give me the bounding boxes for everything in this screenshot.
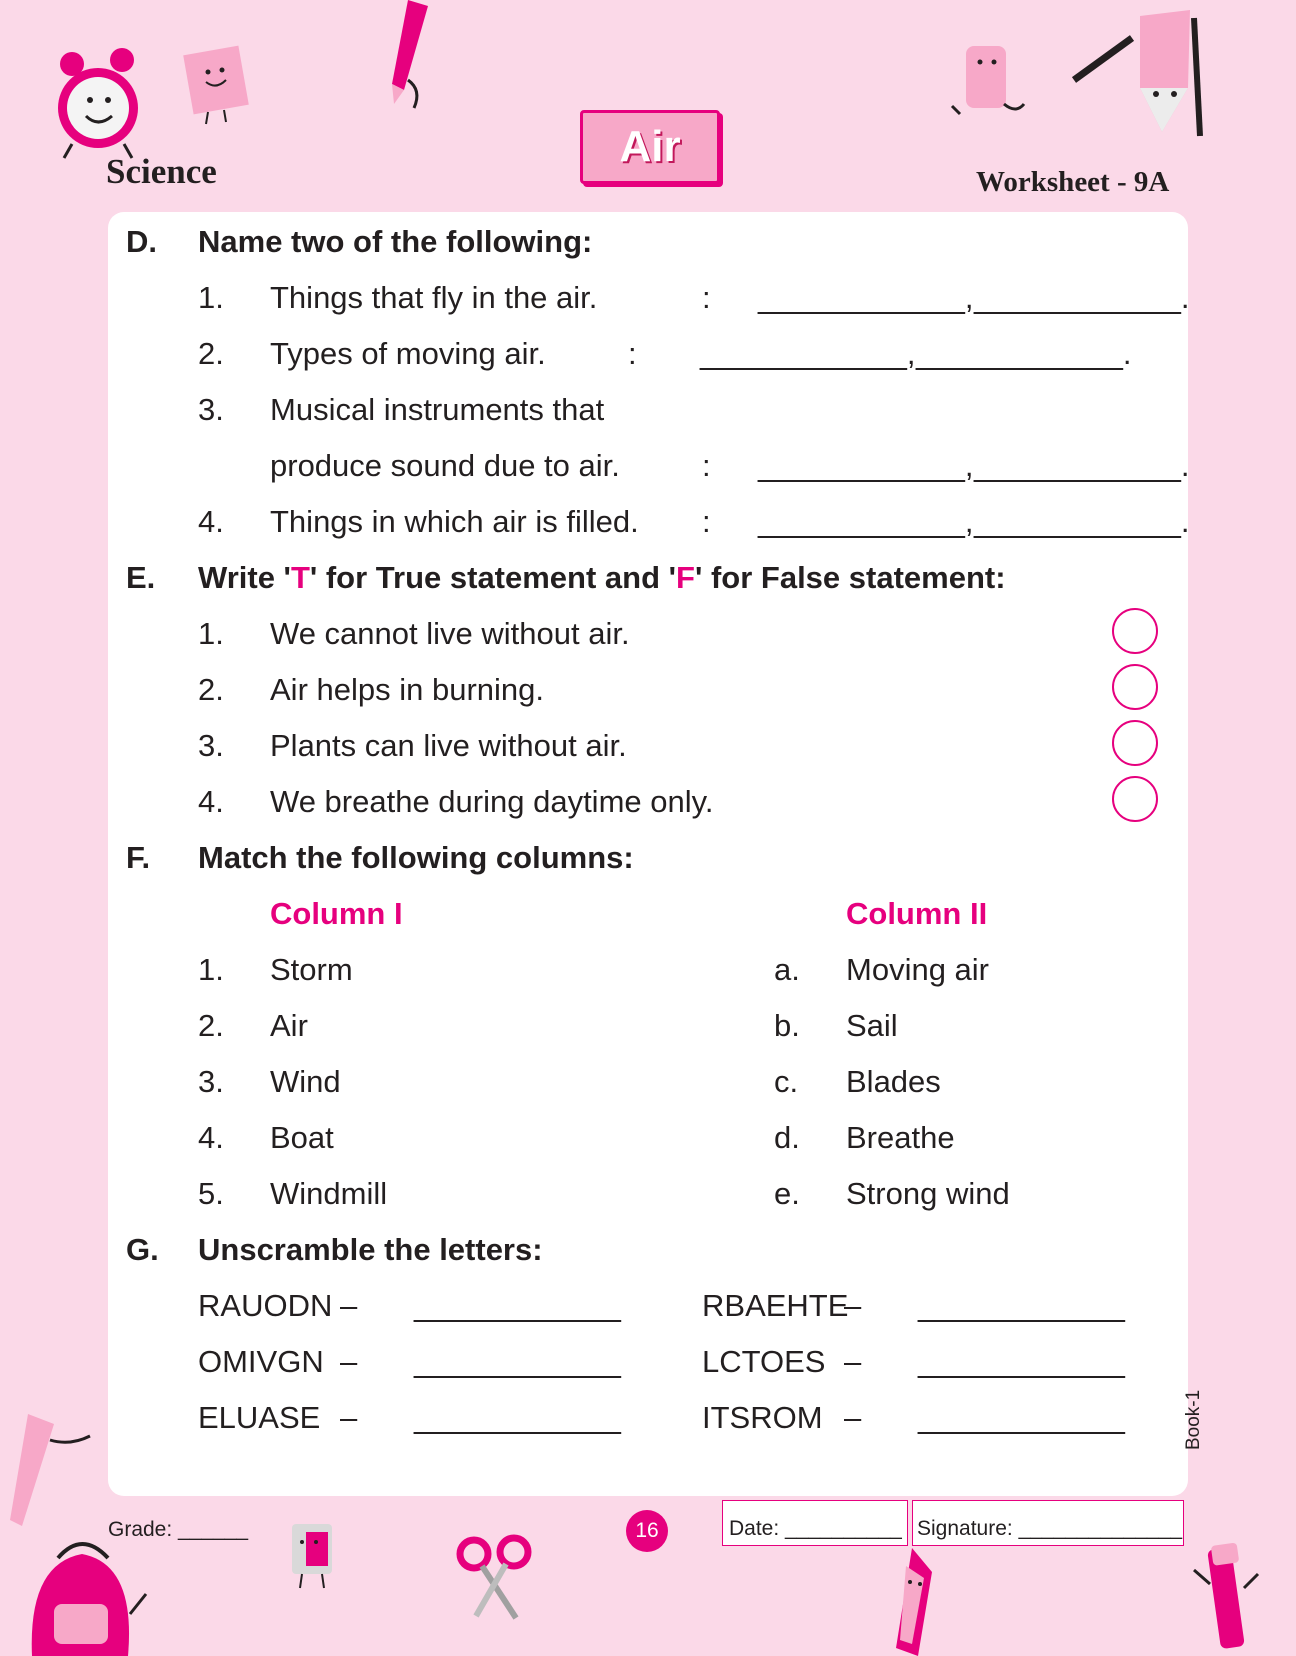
scrambled-word-5: LCTOES <box>702 1344 826 1379</box>
crayon-icon <box>882 1548 952 1656</box>
e2-answer-circle[interactable] <box>1112 664 1158 710</box>
d2-blank-1[interactable]: ____________, <box>700 336 916 371</box>
d4-blank-1[interactable]: ____________, <box>758 504 974 539</box>
false-letter: F <box>676 560 695 595</box>
scramble-blank-6[interactable]: ____________ <box>918 1400 1125 1435</box>
d3-colon: : <box>702 448 711 483</box>
e2-text: Air helps in burning. <box>270 672 544 707</box>
page-number: 16 <box>635 1519 659 1542</box>
section-d-heading: Name two of the following: <box>198 224 593 259</box>
book-label: Book-1 <box>1183 1389 1204 1450</box>
marker-icon <box>1190 1540 1262 1652</box>
f-col2-num-d: d. <box>774 1120 800 1155</box>
scramble-blank-1[interactable]: ____________ <box>414 1288 621 1323</box>
alarm-clock-icon <box>52 44 152 162</box>
d1-text: Things that fly in the air. <box>270 280 598 315</box>
scramble-blank-5[interactable]: ____________ <box>918 1344 1125 1379</box>
page-number-badge <box>626 1510 668 1552</box>
d1-blank-2[interactable]: ____________. <box>974 280 1190 315</box>
scramble-dash-4: – <box>844 1288 862 1323</box>
d2-num: 2. <box>198 336 224 371</box>
d3-blank-2[interactable]: ____________. <box>974 448 1190 483</box>
d1-num: 1. <box>198 280 224 315</box>
worksheet-label: Worksheet - 9A <box>976 166 1170 198</box>
date-field: Date: __________ <box>729 1517 902 1540</box>
pencil-character-icon <box>1070 8 1212 138</box>
page-title: Air <box>619 122 681 171</box>
f-col2-num-c: c. <box>774 1064 799 1099</box>
section-d-letter: D. <box>126 224 157 259</box>
e3-num: 3. <box>198 728 224 763</box>
e1-answer-circle[interactable] <box>1112 608 1158 654</box>
d2-blank-2[interactable]: ____________. <box>916 336 1132 371</box>
f-col2-num-a: a. <box>774 952 800 987</box>
d2-text: Types of moving air. <box>270 336 546 371</box>
scramble-dash-6: – <box>844 1400 862 1435</box>
d4-text: Things in which air is filled. <box>270 504 639 539</box>
scrambled-word-2: OMIVGN <box>198 1344 324 1379</box>
section-f-letter: F. <box>126 840 151 875</box>
f-col1-num-1: 1. <box>198 952 224 987</box>
f-col1-item-2: Air <box>270 1008 308 1043</box>
f-col2-item-a: Moving air <box>846 952 989 987</box>
f-col1-num-5: 5. <box>198 1176 224 1211</box>
f-col1-item-5: Windmill <box>270 1176 388 1211</box>
column-2-title: Column II <box>846 896 988 931</box>
backpack-icon <box>18 1524 148 1656</box>
d4-num: 4. <box>198 504 224 539</box>
f-col2-item-b: Sail <box>846 1008 898 1043</box>
scissors-icon <box>454 1534 534 1622</box>
f-col1-num-2: 2. <box>198 1008 224 1043</box>
d1-colon: : <box>702 280 711 315</box>
section-e-letter: E. <box>126 560 156 595</box>
title-badge <box>580 110 720 184</box>
d2-colon: : <box>628 336 637 371</box>
pencil-icon <box>378 0 438 110</box>
sharpener-icon <box>284 1518 346 1590</box>
f-col1-item-4: Boat <box>270 1120 334 1155</box>
section-g-letter: G. <box>126 1232 159 1267</box>
scrambled-word-6: ITSROM <box>702 1400 823 1435</box>
d3-blank-1[interactable]: ____________, <box>758 448 974 483</box>
e3-text: Plants can live without air. <box>270 728 627 763</box>
scrambled-word-1: RAUODN <box>198 1288 333 1323</box>
true-letter: T <box>290 560 310 595</box>
d3-text-line1: Musical instruments that <box>270 392 605 427</box>
scramble-blank-2[interactable]: ____________ <box>414 1344 621 1379</box>
e3-answer-circle[interactable] <box>1112 720 1158 766</box>
scrambled-word-3: ELUASE <box>198 1400 321 1435</box>
ruler-icon <box>10 1410 94 1530</box>
signature-box[interactable] <box>912 1500 1184 1546</box>
e1-num: 1. <box>198 616 224 651</box>
d4-colon: : <box>702 504 711 539</box>
e1-text: We cannot live without air. <box>270 616 630 651</box>
grade-field[interactable]: Grade: ______ <box>108 1518 249 1541</box>
section-e-heading <box>198 562 1006 593</box>
section-f-heading: Match the following columns: <box>198 840 634 875</box>
f-col2-num-b: b. <box>774 1008 800 1043</box>
scramble-blank-4[interactable]: ____________ <box>918 1288 1125 1323</box>
e4-text: We breathe during daytime only. <box>270 784 714 819</box>
scramble-dash-1: – <box>340 1288 358 1323</box>
section-e-heading-part-b: ' for True statement and ' <box>309 560 677 595</box>
eraser-icon <box>944 44 1028 120</box>
section-e-heading-part-a: Write ' <box>198 560 291 595</box>
d1-blank-1[interactable]: ____________, <box>758 280 974 315</box>
f-col2-item-c: Blades <box>846 1064 941 1099</box>
f-col2-item-d: Breathe <box>846 1120 955 1155</box>
date-box[interactable] <box>722 1500 908 1546</box>
f-col1-item-3: Wind <box>270 1064 341 1099</box>
section-e-heading-part-c: ' for False statement: <box>694 560 1006 595</box>
f-col1-item-1: Storm <box>270 952 353 987</box>
d3-text-line2: produce sound due to air. <box>270 448 620 483</box>
f-col2-num-e: e. <box>774 1176 800 1211</box>
e4-num: 4. <box>198 784 224 819</box>
scramble-dash-2: – <box>340 1344 358 1379</box>
signature-field: Signature: ______________ <box>917 1517 1183 1540</box>
e4-answer-circle[interactable] <box>1112 776 1158 822</box>
d4-blank-2[interactable]: ____________. <box>974 504 1190 539</box>
notepad-icon <box>176 40 260 126</box>
d3-num: 3. <box>198 392 224 427</box>
scramble-dash-3: – <box>340 1400 358 1435</box>
section-g-heading: Unscramble the letters: <box>198 1232 543 1267</box>
f-col1-num-4: 4. <box>198 1120 224 1155</box>
f-col1-num-3: 3. <box>198 1064 224 1099</box>
scramble-dash-5: – <box>844 1344 862 1379</box>
subject-label: Science <box>106 152 217 191</box>
column-1-title: Column I <box>270 896 403 931</box>
e2-num: 2. <box>198 672 224 707</box>
scramble-blank-3[interactable]: ____________ <box>414 1400 621 1435</box>
scrambled-word-4: RBAEHTE <box>702 1288 849 1323</box>
f-col2-item-e: Strong wind <box>846 1176 1010 1211</box>
